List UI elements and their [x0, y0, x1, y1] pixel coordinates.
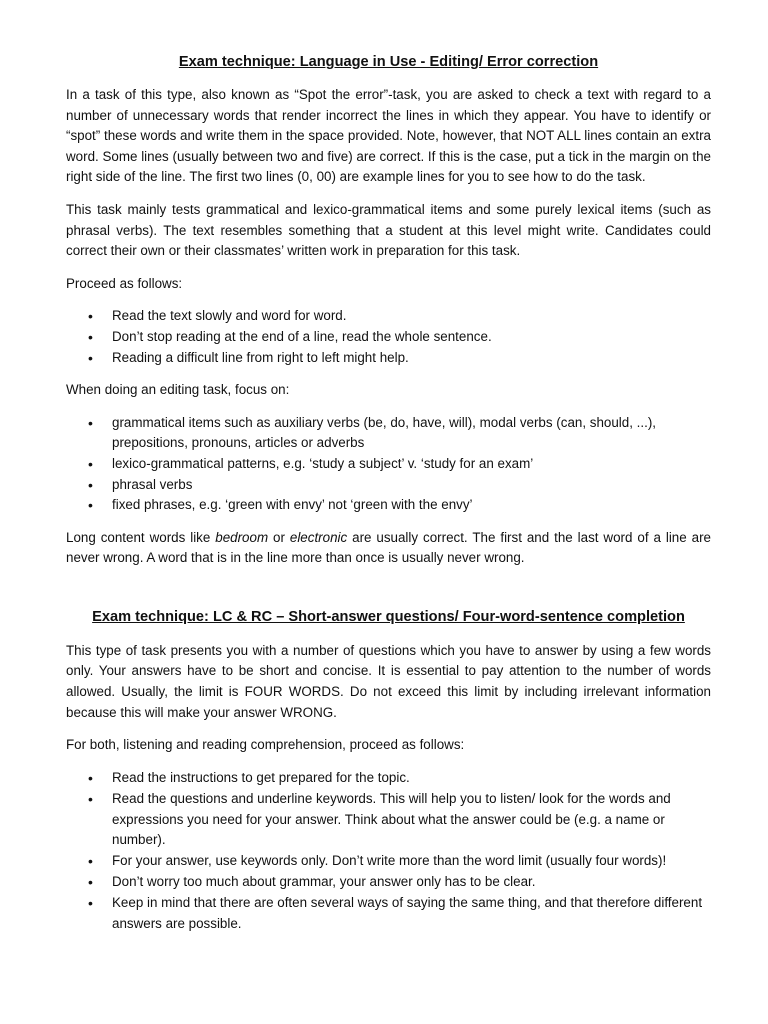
- list-item: • For your answer, use keywords only. Don’t write more than the word limit (usually four words)!: [66, 851, 711, 872]
- proceed-label: Proceed as follows:: [66, 275, 183, 291]
- section-2-title: Exam technique: LC & RC – Short-answer questions/ Four-word-sentence completion: [92, 608, 685, 625]
- bullet-icon: •: [88, 497, 93, 514]
- focus-list: [66, 413, 711, 516]
- list-item: • Don’t worry too much about grammar, your answer only has to be clear.: [66, 872, 711, 893]
- list-item: • lexico-grammatical patterns, e.g. ‘study a subject’ v. ‘study for an exam’: [66, 454, 711, 475]
- list-item: • Read the text slowly and word for word.: [66, 306, 711, 327]
- bullet-icon: •: [88, 414, 93, 431]
- section-2-proceed-label: For both, listening and reading comprehension, proceed as follows:: [66, 737, 465, 753]
- bullet-icon: •: [88, 874, 93, 891]
- section-2-list: [66, 768, 711, 935]
- list-item: • grammatical items such as auxiliary verbs (be, do, have, will), modal verbs (can, should, ...), prepositions, pronouns, articles or adverbs: [88, 414, 657, 451]
- list-item: • fixed phrases, e.g. ‘green with envy’ not ‘green with the envy’: [66, 495, 711, 516]
- bullet-icon: •: [88, 853, 93, 870]
- bullet-icon: •: [88, 895, 93, 912]
- list-item: • Don’t stop reading at the end of a line, read the whole sentence.: [66, 327, 711, 348]
- bullet-icon: •: [88, 308, 93, 325]
- section-2-paragraph-1: This type of task presents you with a number of questions which you have to answer by using a few words only. Your answers have to be short and concise. It is essential to pay attention to the number of words allowed. Usually, the limit is FOUR WORDS. Do not exceed this limit by including irrelevant information because this will make your answer WRONG.: [66, 642, 711, 720]
- bullet-icon: •: [88, 328, 93, 345]
- bullet-icon: •: [88, 349, 93, 366]
- bullet-icon: •: [88, 455, 93, 472]
- focus-label: When doing an editing task, focus on:: [66, 382, 290, 398]
- list-item: • phrasal verbs: [66, 475, 711, 496]
- list-item: • Reading a difficult line from right to left might help.: [66, 348, 711, 369]
- bullet-icon: •: [88, 790, 93, 807]
- example-word-bedroom: bedroom: [215, 529, 269, 545]
- section-1-paragraph-1: In a task of this type, also known as “Spot the error”-task, you are asked to check a text with regard to a number of unnecessary words that render incorrect the lines in which they appear. You have to identify or “spot” these words and write them in the space provided. Note, however, that NOT ALL lines contain an extra word. Some lines (usually between two and five) are correct. If this is the case, put a tick in the margin on the right side of the line. The first two lines (0, 00) are example lines for you to see how to do the task.: [66, 87, 711, 185]
- section-1-title: Exam technique: Language in Use - Editing/ Error correction: [178, 54, 599, 70]
- bullet-icon: •: [88, 476, 93, 493]
- section-1-closing: Long content words like bedroom or electronic are usually correct. The first and the last word of a line are never wrong. A word that is in the line more than once is usually never wrong.: [66, 529, 711, 566]
- bullet-icon: •: [88, 769, 93, 786]
- section-1-paragraph-2: This task mainly tests grammatical and lexico-grammatical items and some purely lexical items (such as phrasal verbs). The text resembles something that a student at this level might write. Candidates could correct their own or their classmates’ written work in preparation for this task.: [66, 201, 711, 259]
- list-item: • Read the instructions to get prepared for the topic.: [66, 768, 711, 789]
- list-item: • Read the questions and underline keywords. This will help you to listen/ look for the words and expressions you need for your answer. Think about what the answer could be (e.g. a name or number).: [88, 790, 671, 848]
- list-item: • Keep in mind that there are often several ways of saying the same thing, and that therefore different answers are possible.: [88, 895, 703, 931]
- proceed-list: [66, 306, 711, 368]
- example-word-electronic: electronic: [289, 529, 348, 545]
